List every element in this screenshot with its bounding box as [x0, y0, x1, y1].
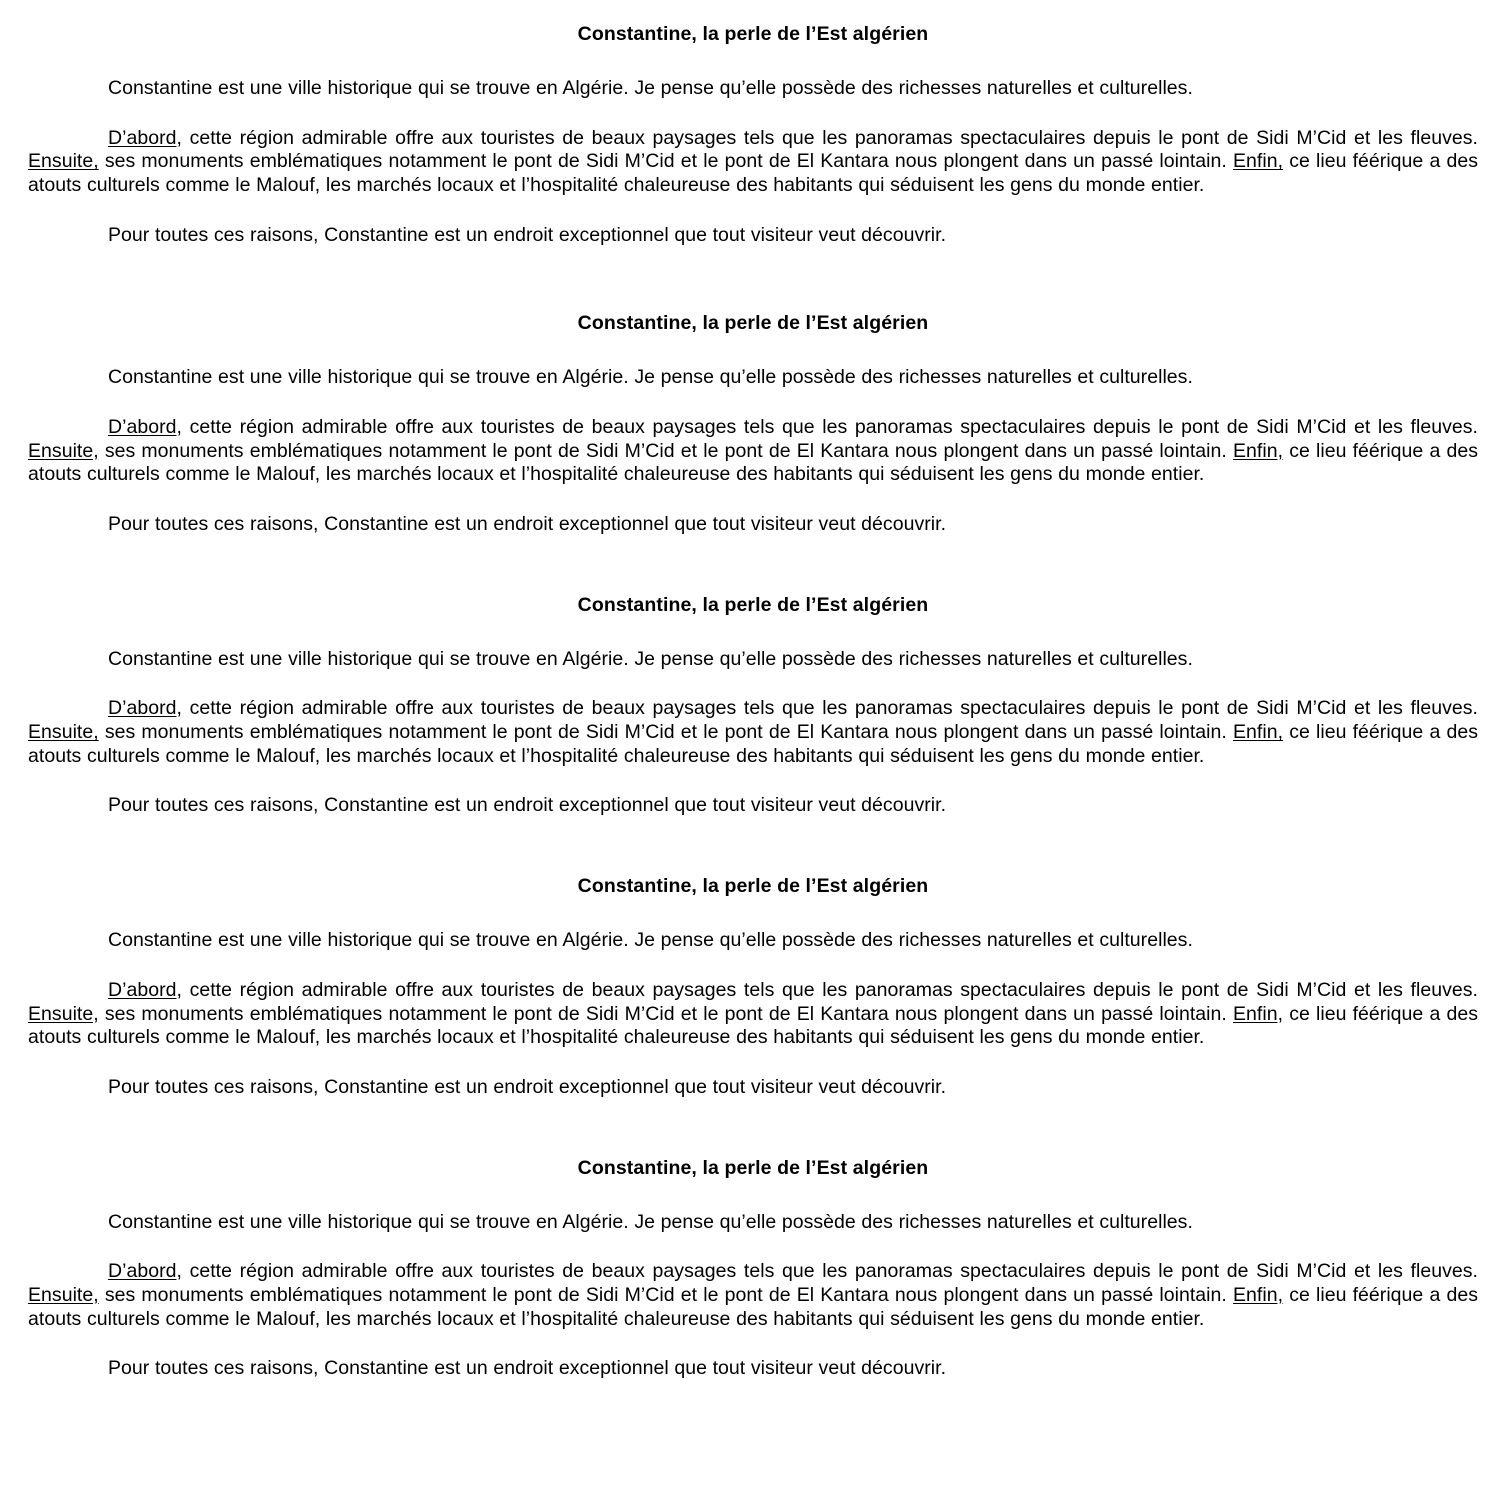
spacer — [28, 390, 1478, 416]
connector-enfin: Enfin, — [1233, 439, 1284, 462]
connector-ensuite: Ensuite, — [28, 1002, 99, 1025]
body-paragraph — [28, 697, 1478, 768]
spacer — [28, 47, 1478, 77]
connector-dabord: D’abord — [108, 416, 177, 439]
document-title: Constantine, la perle de l’Est algérien — [577, 593, 929, 616]
connector-ensuite: Ensuite, — [28, 439, 99, 462]
body-segment-1: , cette région admirable offre aux touristes de beaux paysages tels que les panoramas spectaculaires depuis le pont de Sidi M’Cid et les fleuves. — [176, 978, 1478, 1001]
spacer — [28, 1181, 1478, 1211]
intro-paragraph: Constantine est une ville historique qui se trouve en Algérie. Je pense qu’elle possède des richesses naturelles et culturelles. — [108, 929, 1193, 952]
body-segment-2: ses monuments emblématiques notamment le pont de Sidi M’Cid et le pont de El Kantara nous plongent dans un passé lointain. — [98, 1283, 1234, 1306]
document-block — [28, 22, 1478, 247]
connector-dabord: D’abord — [108, 126, 177, 149]
spacer — [28, 336, 1478, 366]
body-segment-2: ses monuments emblématiques notamment le pont de Sidi M’Cid et le pont de El Kantara nous plongent dans un passé lointain. — [98, 721, 1234, 744]
connector-enfin: Enfin, — [1233, 1002, 1284, 1025]
spacer — [28, 101, 1478, 127]
conclusion-paragraph: Pour toutes ces raisons, Constantine est un endroit exceptionnel que tout visiteur veut découvrir. — [108, 1075, 947, 1098]
block-gap — [28, 818, 1478, 874]
body-segment-2: ses monuments emblématiques notamment le pont de Sidi M’Cid et le pont de El Kantara nous plongent dans un passé lointain. — [98, 150, 1234, 173]
body-segment-3: ce lieu féérique a des atouts culturels comme le Malouf, les marchés locaux et l’hospitalité chaleureuse des habitants qui séduisent les gens du monde entier. — [28, 1002, 1478, 1049]
spacer — [28, 1331, 1478, 1357]
spacer — [28, 618, 1478, 648]
spacer — [28, 671, 1478, 697]
intro-paragraph: Constantine est une ville historique qui se trouve en Algérie. Je pense qu’elle possède des richesses naturelles et culturelles. — [108, 1210, 1193, 1233]
document-title: Constantine, la perle de l’Est algérien — [577, 875, 929, 898]
body-segment-3: ce lieu féérique a des atouts culturels comme le Malouf, les marchés locaux et l’hospitalité chaleureuse des habitants qui séduisent les gens du monde entier. — [28, 150, 1478, 197]
spacer — [28, 1234, 1478, 1260]
body-segment-3: ce lieu féérique a des atouts culturels comme le Malouf, les marchés locaux et l’hospitalité chaleureuse des habitants qui séduisent les gens du monde entier. — [28, 1283, 1478, 1330]
document-block — [28, 1156, 1478, 1381]
block-gap — [28, 1100, 1478, 1156]
connector-dabord: D’abord — [108, 1260, 177, 1283]
body-segment-3: ce lieu féérique a des atouts culturels comme le Malouf, les marchés locaux et l’hospitalité chaleureuse des habitants qui séduisent les gens du monde entier. — [28, 721, 1478, 767]
spacer — [28, 198, 1478, 224]
body-paragraph — [28, 1260, 1478, 1331]
spacer — [28, 899, 1478, 929]
conclusion-paragraph: Pour toutes ces raisons, Constantine est un endroit exceptionnel que tout visiteur veut découvrir. — [108, 1357, 947, 1380]
intro-paragraph: Constantine est une ville historique qui se trouve en Algérie. Je pense qu’elle possède des richesses naturelles et culturelles. — [108, 366, 1193, 389]
intro-paragraph: Constantine est une ville historique qui se trouve en Algérie. Je pense qu’elle possède des richesses naturelles et culturelles. — [108, 647, 1193, 670]
body-segment-3: ce lieu féérique a des atouts culturels comme le Malouf, les marchés locaux et l’hospitalité chaleureuse des habitants qui séduisent les gens du monde entier. — [28, 439, 1478, 486]
document-title: Constantine, la perle de l’Est algérien — [577, 312, 929, 335]
connector-dabord: D’abord — [108, 978, 177, 1001]
conclusion-paragraph: Pour toutes ces raisons, Constantine est un endroit exceptionnel que tout visiteur veut découvrir. — [108, 223, 947, 246]
spacer — [28, 1050, 1478, 1076]
body-paragraph — [28, 979, 1478, 1050]
document-block — [28, 593, 1478, 818]
block-gap — [28, 537, 1478, 593]
conclusion-paragraph: Pour toutes ces raisons, Constantine est un endroit exceptionnel que tout visiteur veut découvrir. — [108, 794, 947, 817]
connector-ensuite: Ensuite, — [28, 150, 99, 173]
document-block — [28, 874, 1478, 1099]
connector-ensuite: Ensuite, — [28, 721, 99, 744]
connector-dabord: D’abord — [108, 697, 177, 720]
spacer — [28, 487, 1478, 513]
top-spacer — [28, 0, 1478, 22]
connector-enfin: Enfin, — [1233, 721, 1284, 744]
body-segment-1: , cette région admirable offre aux touristes de beaux paysages tels que les panoramas spectaculaires depuis le pont de Sidi M’Cid et les fleuves. — [176, 1260, 1478, 1283]
body-paragraph — [28, 127, 1478, 198]
spacer — [28, 768, 1478, 794]
connector-enfin: Enfin, — [1233, 1283, 1284, 1306]
body-segment-1: , cette région admirable offre aux touristes de beaux paysages tels que les panoramas spectaculaires depuis le pont de Sidi M’Cid et les fleuves. — [176, 416, 1478, 439]
intro-paragraph: Constantine est une ville historique qui se trouve en Algérie. Je pense qu’elle possède des richesses naturelles et culturelles. — [108, 76, 1193, 99]
body-segment-2: ses monuments emblématiques notamment le pont de Sidi M’Cid et le pont de El Kantara nous plongent dans un passé lointain. — [98, 1002, 1234, 1025]
body-segment-2: ses monuments emblématiques notamment le pont de Sidi M’Cid et le pont de El Kantara nous plongent dans un passé lointain. — [98, 439, 1234, 462]
document-block — [28, 311, 1478, 536]
connector-enfin: Enfin, — [1233, 150, 1284, 173]
body-segment-1: , cette région admirable offre aux touristes de beaux paysages tels que les panoramas spectaculaires depuis le pont de Sidi M’Cid et les fleuves. — [176, 126, 1478, 149]
spacer — [28, 953, 1478, 979]
document-title: Constantine, la perle de l’Est algérien — [577, 1156, 929, 1179]
document-title: Constantine, la perle de l’Est algérien — [577, 23, 929, 45]
conclusion-paragraph: Pour toutes ces raisons, Constantine est un endroit exceptionnel que tout visiteur veut découvrir. — [108, 513, 947, 536]
block-gap — [28, 247, 1478, 311]
body-paragraph — [28, 416, 1478, 487]
body-segment-1: , cette région admirable offre aux touristes de beaux paysages tels que les panoramas spectaculaires depuis le pont de Sidi M’Cid et les fleuves. — [176, 697, 1478, 720]
connector-ensuite: Ensuite, — [28, 1283, 99, 1306]
